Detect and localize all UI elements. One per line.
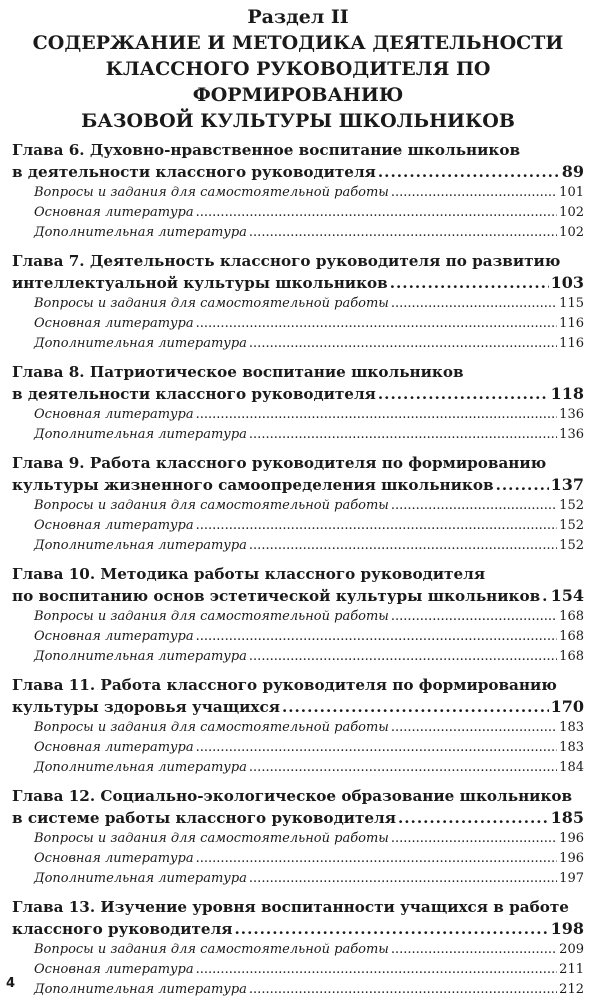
chapter-page-number: 185: [550, 808, 584, 827]
subentry-page-number: 152: [559, 538, 584, 553]
subentry-label: Основная литература: [34, 407, 194, 422]
toc-subentry[interactable]: [12, 496, 584, 516]
chapter-page-number: 89: [561, 162, 584, 181]
toc-chapter: [12, 251, 584, 354]
chapter-title-line: Глава 13. Изучение уровня воспитанности учащихся в работе: [12, 898, 569, 916]
dot-leader: [249, 758, 557, 778]
toc-subentry[interactable]: [12, 294, 584, 314]
toc-subentry[interactable]: [12, 536, 584, 556]
toc-subentry[interactable]: [12, 334, 584, 354]
subentry-page-number: 168: [559, 629, 584, 644]
dot-leader: [249, 536, 557, 556]
toc-chapter: [12, 786, 584, 889]
dot-leader: [391, 183, 557, 203]
toc-subentry[interactable]: [12, 203, 584, 223]
subentry-label: Вопросы и задания для самостоятельной работы: [34, 296, 389, 311]
chapter-page-number: 198: [550, 919, 584, 938]
chapter-title-line: культуры здоровья учащихся: [12, 698, 280, 716]
subentry-page-number: 197: [559, 871, 584, 886]
chapter-title-line: Глава 6. Духовно-нравственное воспитание школьников: [12, 141, 521, 159]
subentry-page-number: 196: [559, 831, 584, 846]
chapter-title-line: Глава 7. Деятельность классного руководителя по развитию: [12, 252, 561, 270]
subentry-label: Дополнительная литература: [34, 982, 247, 997]
subentry-page-number: 101: [559, 185, 584, 200]
section-number: Раздел II: [247, 6, 349, 28]
dot-leader: [235, 919, 549, 940]
dot-leader: [196, 960, 558, 980]
subentry-label: Дополнительная литература: [34, 336, 247, 351]
dot-leader: [391, 718, 557, 738]
toc-chapter: [12, 453, 584, 556]
chapter-entry-row[interactable]: [12, 585, 584, 607]
subentry-label: Основная литература: [34, 316, 194, 331]
subentry-page-number: 136: [559, 427, 584, 442]
section-title-line: КЛАССНОГО РУКОВОДИТЕЛЯ ПО ФОРМИРОВАНИЮ: [105, 58, 491, 106]
dot-leader: [282, 697, 549, 718]
dot-leader: [249, 425, 557, 445]
chapter-page-number: 170: [550, 697, 584, 716]
subentry-page-number: 168: [559, 609, 584, 624]
dot-leader: [196, 405, 558, 425]
subentry-label: Дополнительная литература: [34, 427, 247, 442]
subentry-label: Вопросы и задания для самостоятельной работы: [34, 498, 389, 513]
dot-leader: [496, 475, 549, 496]
subentry-page-number: 211: [559, 962, 584, 977]
chapter-title-line: Глава 8. Патриотическое воспитание школьников: [12, 363, 464, 381]
subentry-label: Вопросы и задания для самостоятельной работы: [34, 831, 389, 846]
toc-chapter: [12, 675, 584, 778]
toc-subentry[interactable]: [12, 405, 584, 425]
toc-subentry[interactable]: [12, 869, 584, 889]
subentry-label: Вопросы и задания для самостоятельной работы: [34, 185, 389, 200]
chapter-title-line: классного руководителя: [12, 920, 233, 938]
subentry-label: Дополнительная литература: [34, 225, 247, 240]
subentry-page-number: 152: [559, 498, 584, 513]
subentry-page-number: 102: [559, 225, 584, 240]
dot-leader: [398, 808, 549, 829]
subentry-label: Основная литература: [34, 518, 194, 533]
subentry-page-number: 209: [559, 942, 584, 957]
subentry-page-number: 168: [559, 649, 584, 664]
subentry-page-number: 184: [559, 760, 584, 775]
toc-subentry[interactable]: [12, 849, 584, 869]
chapter-page-number: 103: [550, 273, 584, 292]
chapter-page-number: 137: [550, 475, 584, 494]
toc-chapter: [12, 362, 584, 445]
toc-subentry[interactable]: [12, 183, 584, 203]
dot-leader: [378, 162, 560, 183]
subentry-label: Основная литература: [34, 962, 194, 977]
section-title-line: СОДЕРЖАНИЕ И МЕТОДИКА ДЕЯТЕЛЬНОСТИ: [32, 32, 564, 54]
chapter-entry-row[interactable]: [12, 272, 584, 294]
dot-leader: [249, 647, 557, 667]
subentry-page-number: 212: [559, 982, 584, 997]
dot-leader: [249, 980, 557, 1000]
chapter-title-line: культуры жизненного самоопределения школьников: [12, 476, 494, 494]
chapter-title-line: в деятельности классного руководителя: [12, 385, 376, 403]
dot-leader: [249, 869, 557, 889]
chapter-entry-row[interactable]: [12, 807, 584, 829]
chapter-title-line: интеллектуальной культуры школьников: [12, 274, 388, 292]
dot-leader: [390, 273, 549, 294]
chapter-entry-row[interactable]: [12, 696, 584, 718]
toc-subentry[interactable]: [12, 647, 584, 667]
dot-leader: [542, 586, 548, 607]
dot-leader: [391, 940, 557, 960]
toc-subentry[interactable]: [12, 940, 584, 960]
chapter-title-line: по воспитанию основ эстетической культуры школьников: [12, 587, 541, 605]
page-number: 4: [6, 976, 16, 991]
subentry-page-number: 196: [559, 851, 584, 866]
dot-leader: [196, 738, 558, 758]
subentry-label: Дополнительная литература: [34, 871, 247, 886]
toc-subentry[interactable]: [12, 516, 584, 536]
subentry-label: Основная литература: [34, 205, 194, 220]
subentry-label: Дополнительная литература: [34, 760, 247, 775]
subentry-label: Основная литература: [34, 629, 194, 644]
toc-chapter: [12, 140, 584, 243]
chapter-entry-row[interactable]: [12, 918, 584, 940]
toc-subentry[interactable]: [12, 829, 584, 849]
toc-subentry[interactable]: [12, 980, 584, 1000]
subentry-page-number: 115: [559, 296, 584, 311]
toc-chapter: [12, 564, 584, 667]
chapter-title-line: в деятельности классного руководителя: [12, 163, 376, 181]
toc-subentry[interactable]: [12, 738, 584, 758]
subentry-label: Вопросы и задания для самостоятельной работы: [34, 720, 389, 735]
dot-leader: [196, 849, 558, 869]
subentry-page-number: 136: [559, 407, 584, 422]
section-header: [12, 6, 584, 134]
toc-subentry[interactable]: [12, 223, 584, 243]
chapter-title-line: Глава 11. Работа классного руководителя по формированию: [12, 676, 557, 694]
subentry-label: Вопросы и задания для самостоятельной работы: [34, 609, 389, 624]
chapter-title-line: Глава 9. Работа классного руководителя по формированию: [12, 454, 547, 472]
toc-subentry[interactable]: [12, 314, 584, 334]
chapter-title-line: в системе работы классного руководителя: [12, 809, 396, 827]
toc-subentry[interactable]: [12, 718, 584, 738]
dot-leader: [391, 607, 557, 627]
section-title-line: БАЗОВОЙ КУЛЬТУРЫ ШКОЛЬНИКОВ: [81, 110, 515, 132]
dot-leader: [196, 314, 558, 334]
subentry-label: Вопросы и задания для самостоятельной работы: [34, 942, 389, 957]
toc-subentry[interactable]: [12, 425, 584, 445]
toc-chapter: [12, 897, 584, 1000]
chapter-entry-row[interactable]: [12, 383, 584, 405]
subentry-page-number: 102: [559, 205, 584, 220]
dot-leader: [391, 496, 557, 516]
subentry-label: Основная литература: [34, 851, 194, 866]
chapter-page-number: 118: [550, 384, 584, 403]
toc-page: [12, 0, 584, 1000]
subentry-page-number: 116: [559, 316, 584, 331]
subentry-page-number: 183: [559, 740, 584, 755]
chapter-title-line: Глава 12. Социально-экологическое образование школьников: [12, 787, 573, 805]
dot-leader: [391, 294, 557, 314]
chapter-title-line: Глава 10. Методика работы классного руководителя: [12, 565, 486, 583]
subentry-label: Основная литература: [34, 740, 194, 755]
toc-subentry[interactable]: [12, 960, 584, 980]
chapter-page-number: 154: [550, 586, 584, 605]
dot-leader: [391, 829, 557, 849]
dot-leader: [378, 384, 549, 405]
table-of-contents: [12, 140, 584, 1000]
subentry-label: Дополнительная литература: [34, 538, 247, 553]
section-title: [12, 30, 584, 134]
dot-leader: [249, 334, 557, 354]
subentry-page-number: 152: [559, 518, 584, 533]
chapter-entry-row[interactable]: [12, 161, 584, 183]
chapter-entry-row[interactable]: [12, 474, 584, 496]
subentry-label: Дополнительная литература: [34, 649, 247, 664]
subentry-page-number: 116: [559, 336, 584, 351]
toc-subentry[interactable]: [12, 627, 584, 647]
dot-leader: [196, 203, 558, 223]
subentry-page-number: 183: [559, 720, 584, 735]
dot-leader: [196, 627, 558, 647]
dot-leader: [249, 223, 557, 243]
dot-leader: [196, 516, 558, 536]
toc-subentry[interactable]: [12, 607, 584, 627]
toc-subentry[interactable]: [12, 758, 584, 778]
